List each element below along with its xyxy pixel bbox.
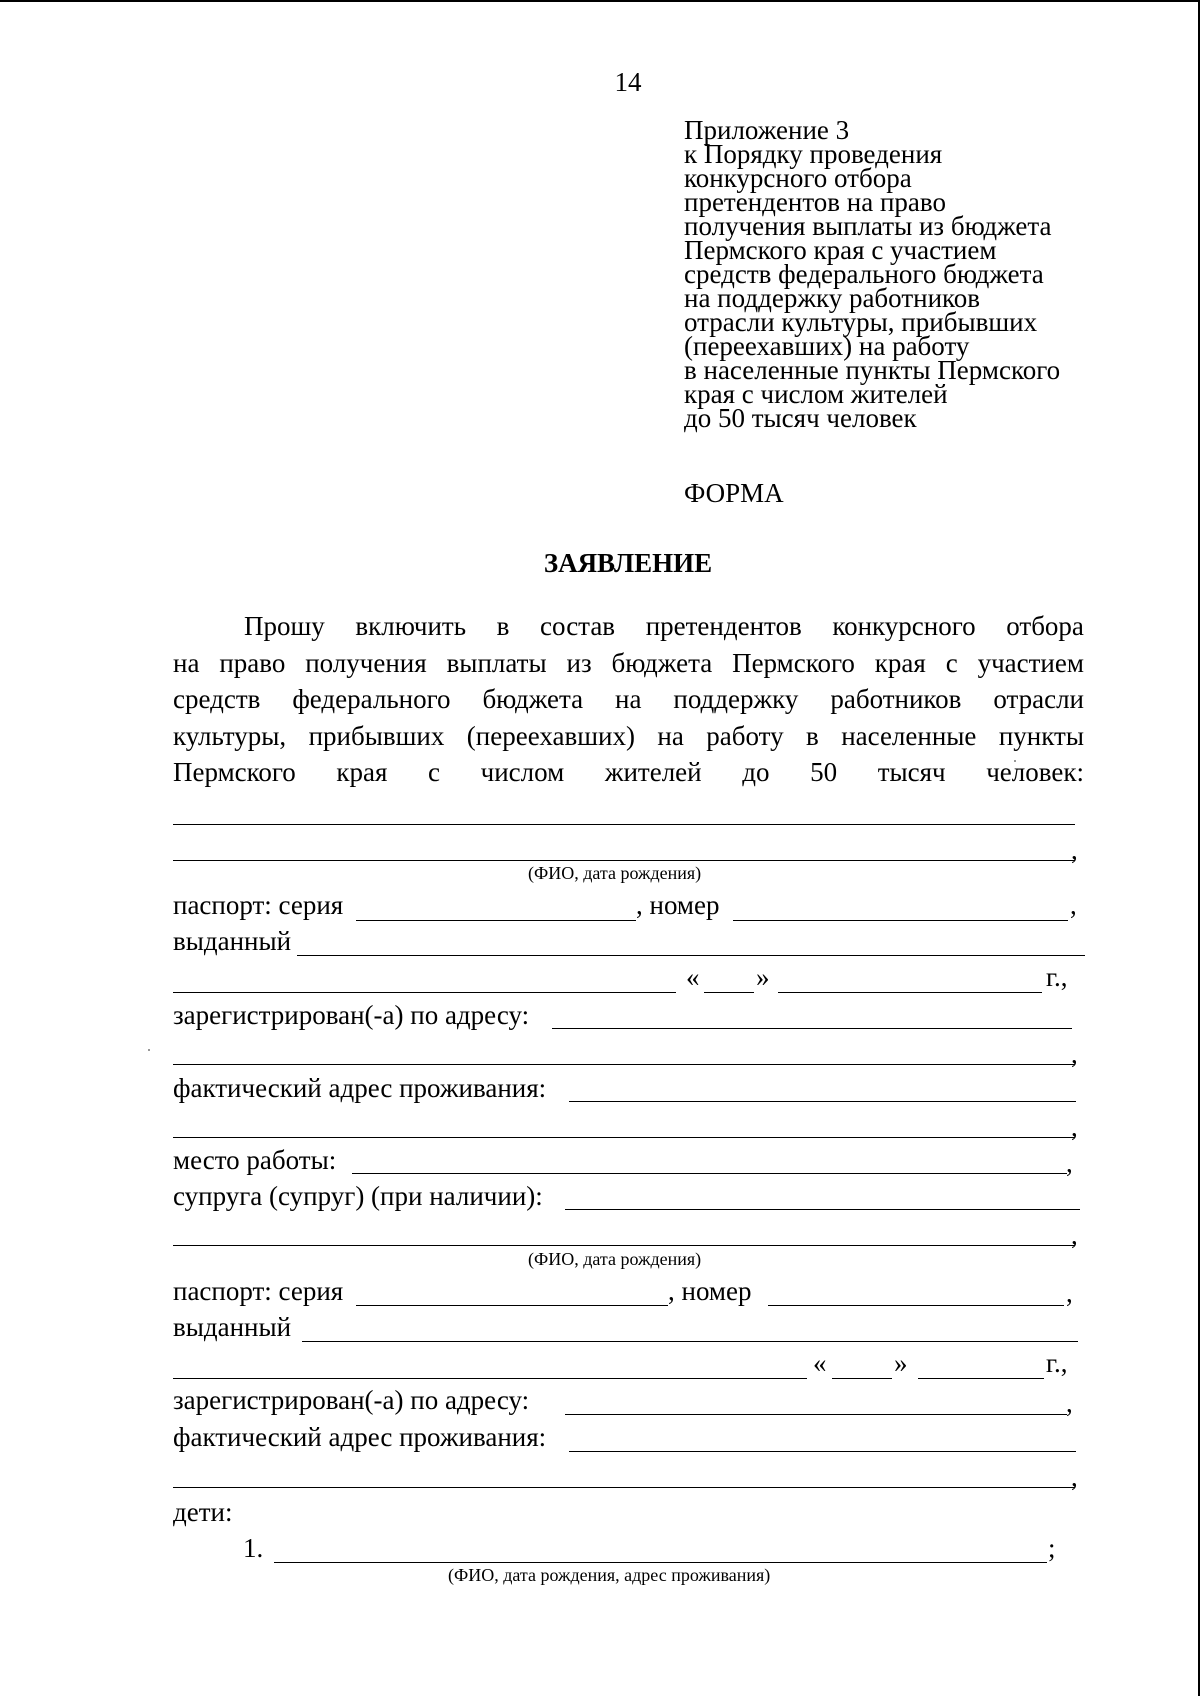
comma: , bbox=[1066, 1278, 1073, 1308]
intro-line bbox=[173, 608, 1084, 645]
intro-word: культуры, bbox=[173, 720, 287, 751]
spouse-passport-number-label: , номер bbox=[668, 1276, 752, 1306]
registered-address-field-cont[interactable] bbox=[173, 1064, 1075, 1065]
intro-word: включить bbox=[355, 611, 467, 641]
children-label: дети: bbox=[173, 1497, 233, 1527]
child-1-field[interactable] bbox=[274, 1562, 1047, 1563]
date-open-quote: « bbox=[686, 962, 700, 992]
spouse-passport-number-field[interactable] bbox=[768, 1305, 1064, 1306]
appendix-line: отрасли культуры, прибывших bbox=[684, 307, 1038, 337]
spouse-passport-series-field[interactable] bbox=[356, 1305, 668, 1306]
comma: , bbox=[1071, 835, 1078, 865]
intro-word: отбора bbox=[1006, 611, 1084, 641]
document-title: ЗАЯВЛЕНИЕ bbox=[543, 548, 713, 578]
comma: , bbox=[1070, 890, 1077, 920]
spouse-label: супруга (супруг) (при наличии): bbox=[173, 1181, 543, 1211]
passport-series-label: паспорт: серия bbox=[173, 890, 344, 920]
issued-by-field-cont[interactable] bbox=[173, 992, 676, 993]
appendix-line: на поддержку работников bbox=[684, 283, 981, 313]
issued-by-field[interactable] bbox=[297, 955, 1085, 956]
intro-line bbox=[173, 681, 1084, 718]
passport-number-label: , номер bbox=[636, 890, 720, 920]
issued-label: выданный bbox=[173, 926, 292, 956]
comma: , bbox=[1071, 1039, 1078, 1069]
intro-word: конкурсного bbox=[832, 611, 976, 641]
workplace-label: место работы: bbox=[173, 1145, 337, 1175]
actual-address-field-cont[interactable] bbox=[173, 1137, 1075, 1138]
spouse-date-open-quote: « bbox=[813, 1348, 827, 1378]
appendix-line: конкурсного отбора bbox=[684, 163, 912, 193]
spouse-date-close-quote: » bbox=[894, 1348, 908, 1378]
workplace-field[interactable] bbox=[352, 1173, 1067, 1174]
intro-word: с bbox=[945, 647, 958, 678]
intro-word: до bbox=[742, 757, 770, 787]
spouse-actual-address-field[interactable] bbox=[569, 1451, 1076, 1452]
intro-word: Прошу bbox=[244, 611, 325, 641]
intro-word: края bbox=[874, 647, 926, 678]
intro-line bbox=[173, 718, 1084, 755]
spouse-issued-by-field-cont[interactable] bbox=[173, 1378, 807, 1379]
spouse-passport-series-label: паспорт: серия bbox=[173, 1276, 344, 1306]
appendix-line: (переехавших) на работу bbox=[684, 331, 970, 361]
appendix-line: получения выплаты из бюджета bbox=[684, 211, 1052, 241]
passport-number-field[interactable] bbox=[733, 920, 1068, 921]
child-item-number: 1. bbox=[243, 1533, 264, 1563]
intro-word: края bbox=[336, 757, 388, 787]
form-label: ФОРМА bbox=[684, 478, 784, 508]
intro-word: участием bbox=[977, 647, 1084, 678]
intro-word: Пермского bbox=[732, 647, 855, 678]
child-item-terminator: ; bbox=[1048, 1533, 1056, 1563]
spouse-issued-label: выданный bbox=[173, 1312, 292, 1342]
intro-word: на bbox=[615, 684, 642, 714]
issue-day-field[interactable] bbox=[704, 992, 754, 993]
issue-month-year-field[interactable] bbox=[778, 992, 1042, 993]
children-caption: (ФИО, дата рождения, адрес проживания) bbox=[448, 1565, 771, 1585]
fio-line-1[interactable] bbox=[173, 824, 1075, 825]
intro-line bbox=[173, 645, 1084, 682]
intro-word: в bbox=[806, 720, 819, 751]
intro-word: право bbox=[219, 647, 286, 678]
intro-word: человек: bbox=[986, 757, 1084, 787]
intro-paragraph bbox=[173, 608, 1084, 791]
intro-word: прибывших bbox=[308, 720, 445, 751]
spouse-issue-day-field[interactable] bbox=[832, 1378, 892, 1379]
spouse-field[interactable] bbox=[565, 1209, 1080, 1210]
appendix-line: края с числом жителей bbox=[684, 379, 948, 409]
intro-word: (переехавших) bbox=[466, 720, 635, 751]
appendix-line: Приложение 3 bbox=[684, 115, 850, 145]
intro-word: на bbox=[173, 647, 200, 678]
intro-word: тысяч bbox=[877, 757, 946, 787]
appendix-line: к Порядку проведения bbox=[684, 139, 943, 169]
appendix-line: до 50 тысяч человек bbox=[684, 403, 917, 433]
spouse-actual-address-label: фактический адрес проживания: bbox=[173, 1422, 547, 1452]
fio-line-2[interactable] bbox=[173, 860, 1075, 861]
page-number: 14 bbox=[614, 67, 642, 97]
intro-word: в bbox=[496, 611, 510, 641]
intro-word: работу bbox=[706, 720, 784, 751]
intro-word: федерального bbox=[292, 684, 451, 714]
year-suffix: г., bbox=[1046, 962, 1068, 992]
appendix-line: Пермского края с участием bbox=[684, 235, 997, 265]
spouse-fio-field[interactable] bbox=[173, 1245, 1075, 1246]
intro-word: жителей bbox=[604, 757, 702, 787]
actual-address-field[interactable] bbox=[569, 1101, 1076, 1102]
spouse-registered-address-label: зарегистрирован(-а) по адресу: bbox=[173, 1385, 530, 1415]
intro-word: на bbox=[657, 720, 684, 751]
intro-word: состав bbox=[540, 611, 616, 641]
registered-address-label: зарегистрирован(-а) по адресу: bbox=[173, 1000, 530, 1030]
spouse-issue-month-year-field[interactable] bbox=[918, 1378, 1044, 1379]
intro-word: Пермского bbox=[173, 757, 296, 787]
intro-word: бюджета bbox=[611, 647, 713, 678]
appendix-line: средств федерального бюджета bbox=[684, 259, 1044, 289]
intro-word: из bbox=[566, 647, 592, 678]
comma: , bbox=[1071, 1220, 1078, 1250]
intro-word: получения bbox=[305, 647, 427, 678]
scan-edge-top bbox=[0, 0, 1200, 2]
passport-series-field[interactable] bbox=[356, 920, 636, 921]
appendix-line: в населенные пункты Пермского bbox=[684, 355, 1061, 385]
comma: , bbox=[1071, 1112, 1078, 1142]
intro-word: 50 bbox=[810, 757, 838, 787]
intro-word: выплаты bbox=[446, 647, 547, 678]
comma: , bbox=[1071, 1462, 1078, 1492]
spouse-year-suffix: г., bbox=[1046, 1348, 1068, 1378]
spouse-registered-address-field[interactable] bbox=[565, 1414, 1067, 1415]
intro-word: отрасли bbox=[993, 684, 1084, 714]
intro-word: поддержку bbox=[673, 684, 799, 714]
intro-line bbox=[173, 754, 1084, 791]
comma: , bbox=[1066, 1148, 1073, 1178]
spouse-issued-by-field[interactable] bbox=[302, 1341, 1078, 1342]
spouse-actual-address-field-cont[interactable] bbox=[173, 1487, 1075, 1488]
registered-address-field[interactable] bbox=[552, 1028, 1072, 1029]
comma: , bbox=[1066, 1388, 1073, 1418]
appendix-block bbox=[684, 115, 1061, 433]
scan-speck bbox=[148, 1049, 150, 1051]
intro-word: бюджета bbox=[482, 684, 584, 714]
intro-word: работников bbox=[830, 684, 962, 714]
date-close-quote: » bbox=[756, 962, 770, 992]
intro-word: населенные bbox=[841, 720, 977, 751]
intro-word: средств bbox=[173, 684, 261, 714]
spouse-fio-caption: (ФИО, дата рождения) bbox=[528, 1249, 702, 1269]
actual-address-label: фактический адрес проживания: bbox=[173, 1073, 547, 1103]
intro-word: с bbox=[428, 757, 441, 787]
intro-word: претендентов bbox=[645, 611, 802, 641]
appendix-line: претендентов на право bbox=[684, 187, 946, 217]
fio-caption: (ФИО, дата рождения) bbox=[528, 863, 702, 883]
intro-word: числом bbox=[480, 757, 565, 787]
intro-word: пункты bbox=[998, 720, 1084, 751]
